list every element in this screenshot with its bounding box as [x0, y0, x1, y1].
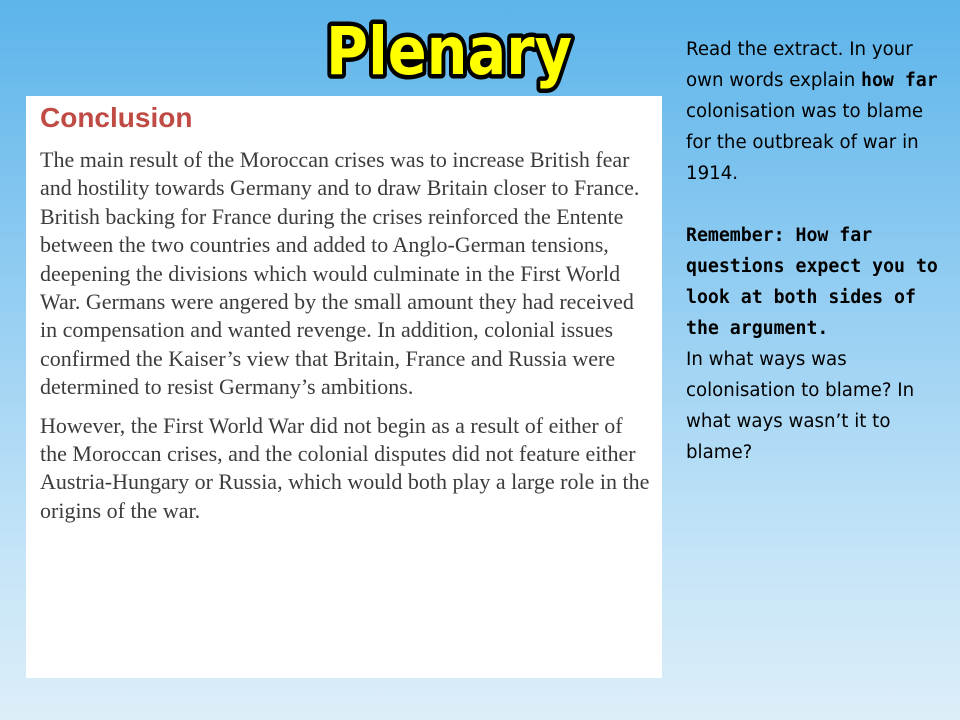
task-intro-text: Read the extract. In your own words explain — [686, 39, 913, 91]
task-intro — [686, 34, 948, 189]
task-remember-text: Remember: How far questions expect you to look at both sides of the argument. — [686, 225, 938, 339]
task-remember — [686, 220, 948, 344]
spacer — [686, 189, 948, 220]
task-intro-emphasis: how far — [861, 70, 938, 91]
task-instructions — [686, 34, 948, 468]
plenary-title-outline: Plenary — [326, 13, 572, 90]
plenary-title — [318, 2, 580, 98]
extract-paragraph: The main result of the Moroccan crises was to increase British fear and hostility towards Germany and to draw Britain closer to France. British backing for France during the crises reinforced the Entente between the two countries and added to Anglo-German tensions, deepening the divisions which would culminate in the First World War. Germans were angered by the small amount they had received in compensation and wanted revenge. In addition, colonial issues confirmed the Kaiser’s view that Britain, France and Russia were determined to resist Germany’s ambitions. — [40, 147, 640, 400]
task-intro-text-end: colonisation was to blame for the outbreak of war in 1914. — [686, 101, 924, 184]
textbook-extract — [26, 96, 662, 678]
plenary-title-fill: Plenary — [326, 13, 572, 90]
task-question: In what ways was colonisation to blame? In what ways wasn’t it to blame? — [686, 349, 915, 463]
extract-paragraph: However, the First World War did not begin as a result of either of the Moroccan crises, and the colonial disputes did not feature either Austria-Hungary or Russia, which would both play a large role in the origins of the war. — [40, 412, 650, 523]
extract-heading: Conclusion — [40, 102, 193, 133]
